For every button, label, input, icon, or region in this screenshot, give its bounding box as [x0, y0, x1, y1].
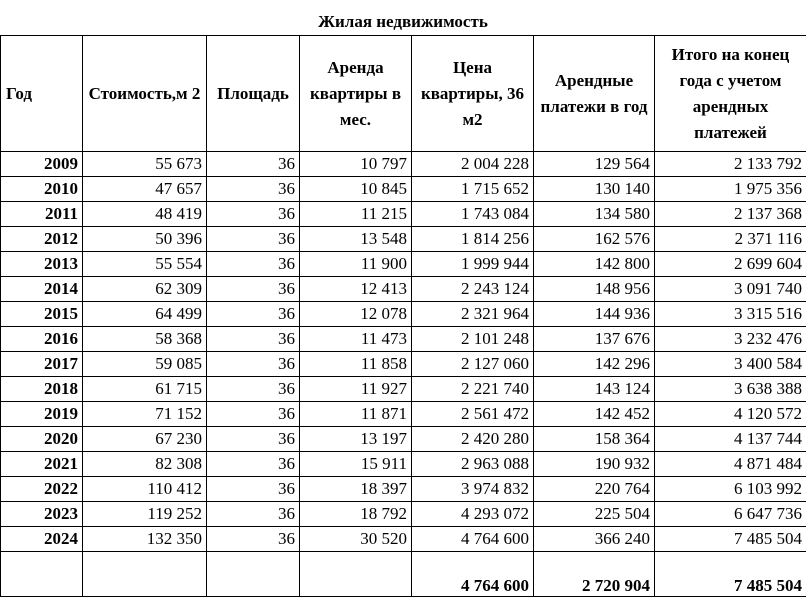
cell-year: 2015: [1, 302, 83, 327]
cell-monthly-rent: 13 548: [300, 227, 412, 252]
cell-area: 36: [207, 502, 300, 527]
cell-year: 2009: [1, 152, 83, 177]
cell-cost-per-m2: 58 368: [83, 327, 207, 352]
cell-monthly-rent: 11 900: [300, 252, 412, 277]
table-row: [1, 277, 806, 302]
table-row: [1, 152, 806, 177]
cell-annual-rent: 142 296: [534, 352, 655, 377]
cell-cost-per-m2: 47 657: [83, 177, 207, 202]
table-row: [1, 252, 806, 277]
header-row: [1, 36, 806, 152]
cell-year-end-total: 3 091 740: [655, 277, 806, 302]
total-monthly-rent: [300, 552, 412, 597]
total-area: [207, 552, 300, 597]
table-row: [1, 302, 806, 327]
cell-area: 36: [207, 302, 300, 327]
cell-year: 2022: [1, 477, 83, 502]
table-row: [1, 202, 806, 227]
header-cost-per-m2: Стоимость,м 2: [83, 36, 207, 152]
cell-year: 2014: [1, 277, 83, 302]
cell-apartment-price: 1 743 084: [412, 202, 534, 227]
cell-apartment-price: 3 974 832: [412, 477, 534, 502]
cell-cost-per-m2: 55 673: [83, 152, 207, 177]
cell-cost-per-m2: 50 396: [83, 227, 207, 252]
header-year-end-total: Итого на конец года с учетом арендных платежей: [655, 36, 806, 152]
cell-annual-rent: 190 932: [534, 452, 655, 477]
header-year: Год: [1, 36, 83, 152]
cell-year: 2017: [1, 352, 83, 377]
header-monthly-rent: Аренда квартиры в мес.: [300, 36, 412, 152]
total-year-end-total: 7 485 504: [655, 552, 806, 597]
cell-year: 2019: [1, 402, 83, 427]
cell-cost-per-m2: 67 230: [83, 427, 207, 452]
cell-cost-per-m2: 48 419: [83, 202, 207, 227]
table-row: [1, 527, 806, 552]
table-row: [1, 377, 806, 402]
cell-apartment-price: 4 293 072: [412, 502, 534, 527]
cell-apartment-price: 2 127 060: [412, 352, 534, 377]
cell-cost-per-m2: 61 715: [83, 377, 207, 402]
cell-annual-rent: 148 956: [534, 277, 655, 302]
cell-year-end-total: 2 699 604: [655, 252, 806, 277]
header-apartment-price: Цена квартиры, 36 м2: [412, 36, 534, 152]
cell-year-end-total: 6 647 736: [655, 502, 806, 527]
cell-year-end-total: 2 371 116: [655, 227, 806, 252]
cell-annual-rent: 142 800: [534, 252, 655, 277]
cell-cost-per-m2: 82 308: [83, 452, 207, 477]
cell-annual-rent: 134 580: [534, 202, 655, 227]
cell-area: 36: [207, 352, 300, 377]
cell-apartment-price: 4 764 600: [412, 527, 534, 552]
cell-area: 36: [207, 227, 300, 252]
cell-year-end-total: 4 137 744: [655, 427, 806, 452]
cell-apartment-price: 2 963 088: [412, 452, 534, 477]
cell-cost-per-m2: 55 554: [83, 252, 207, 277]
cell-area: 36: [207, 277, 300, 302]
cell-year-end-total: 6 103 992: [655, 477, 806, 502]
cell-year-end-total: 2 133 792: [655, 152, 806, 177]
cell-cost-per-m2: 132 350: [83, 527, 207, 552]
cell-monthly-rent: 15 911: [300, 452, 412, 477]
cell-year: 2021: [1, 452, 83, 477]
cell-area: 36: [207, 327, 300, 352]
table-row: [1, 477, 806, 502]
cell-apartment-price: 2 420 280: [412, 427, 534, 452]
cell-annual-rent: 158 364: [534, 427, 655, 452]
total-cost-per-m2: [83, 552, 207, 597]
cell-area: 36: [207, 377, 300, 402]
cell-annual-rent: 162 576: [534, 227, 655, 252]
cell-apartment-price: 2 221 740: [412, 377, 534, 402]
total-apartment-price: 4 764 600: [412, 552, 534, 597]
cell-monthly-rent: 13 197: [300, 427, 412, 452]
cell-monthly-rent: 11 927: [300, 377, 412, 402]
cell-apartment-price: 1 814 256: [412, 227, 534, 252]
cell-monthly-rent: 18 792: [300, 502, 412, 527]
cell-year-end-total: 3 400 584: [655, 352, 806, 377]
cell-area: 36: [207, 527, 300, 552]
table-row: [1, 352, 806, 377]
cell-apartment-price: 2 101 248: [412, 327, 534, 352]
table-row: [1, 402, 806, 427]
cell-annual-rent: 130 140: [534, 177, 655, 202]
cell-annual-rent: 220 764: [534, 477, 655, 502]
table-title: Жилая недвижимость: [318, 12, 488, 31]
cell-apartment-price: 1 715 652: [412, 177, 534, 202]
cell-monthly-rent: 11 215: [300, 202, 412, 227]
cell-apartment-price: 2 321 964: [412, 302, 534, 327]
cell-year-end-total: 7 485 504: [655, 527, 806, 552]
cell-year-end-total: 3 315 516: [655, 302, 806, 327]
cell-year-end-total: 2 137 368: [655, 202, 806, 227]
table-row: [1, 427, 806, 452]
cell-area: 36: [207, 402, 300, 427]
totals-row: [1, 552, 806, 597]
table-row: [1, 502, 806, 527]
cell-monthly-rent: 11 871: [300, 402, 412, 427]
cell-monthly-rent: 11 858: [300, 352, 412, 377]
cell-monthly-rent: 12 078: [300, 302, 412, 327]
cell-year: 2010: [1, 177, 83, 202]
cell-year: 2018: [1, 377, 83, 402]
table-row: [1, 177, 806, 202]
cell-year-end-total: 4 871 484: [655, 452, 806, 477]
cell-cost-per-m2: 62 309: [83, 277, 207, 302]
cell-year: 2023: [1, 502, 83, 527]
header-area: Площадь: [207, 36, 300, 152]
cell-monthly-rent: 18 397: [300, 477, 412, 502]
cell-year-end-total: 4 120 572: [655, 402, 806, 427]
cell-year: 2013: [1, 252, 83, 277]
table-row: [1, 327, 806, 352]
cell-area: 36: [207, 202, 300, 227]
header-annual-rent: Арендные платежи в год: [534, 36, 655, 152]
cell-cost-per-m2: 64 499: [83, 302, 207, 327]
cell-annual-rent: 144 936: [534, 302, 655, 327]
cell-apartment-price: 1 999 944: [412, 252, 534, 277]
cell-annual-rent: 366 240: [534, 527, 655, 552]
cell-year-end-total: 1 975 356: [655, 177, 806, 202]
total-annual-rent: 2 720 904: [534, 552, 655, 597]
cell-year: 2016: [1, 327, 83, 352]
cell-year: 2020: [1, 427, 83, 452]
cell-year-end-total: 3 232 476: [655, 327, 806, 352]
cell-cost-per-m2: 119 252: [83, 502, 207, 527]
cell-monthly-rent: 11 473: [300, 327, 412, 352]
cell-annual-rent: 143 124: [534, 377, 655, 402]
cell-monthly-rent: 10 845: [300, 177, 412, 202]
table-row: [1, 227, 806, 252]
total-year: [1, 552, 83, 597]
cell-year: 2012: [1, 227, 83, 252]
cell-area: 36: [207, 152, 300, 177]
cell-area: 36: [207, 452, 300, 477]
cell-monthly-rent: 30 520: [300, 527, 412, 552]
cell-year: 2011: [1, 202, 83, 227]
cell-annual-rent: 225 504: [534, 502, 655, 527]
cell-monthly-rent: 10 797: [300, 152, 412, 177]
real-estate-table: [0, 35, 806, 597]
cell-annual-rent: 129 564: [534, 152, 655, 177]
cell-apartment-price: 2 004 228: [412, 152, 534, 177]
cell-annual-rent: 137 676: [534, 327, 655, 352]
cell-area: 36: [207, 477, 300, 502]
cell-cost-per-m2: 110 412: [83, 477, 207, 502]
cell-year-end-total: 3 638 388: [655, 377, 806, 402]
cell-annual-rent: 142 452: [534, 402, 655, 427]
cell-area: 36: [207, 427, 300, 452]
cell-area: 36: [207, 177, 300, 202]
cell-apartment-price: 2 243 124: [412, 277, 534, 302]
cell-cost-per-m2: 59 085: [83, 352, 207, 377]
cell-monthly-rent: 12 413: [300, 277, 412, 302]
cell-year: 2024: [1, 527, 83, 552]
cell-cost-per-m2: 71 152: [83, 402, 207, 427]
table-row: [1, 452, 806, 477]
cell-area: 36: [207, 252, 300, 277]
cell-apartment-price: 2 561 472: [412, 402, 534, 427]
